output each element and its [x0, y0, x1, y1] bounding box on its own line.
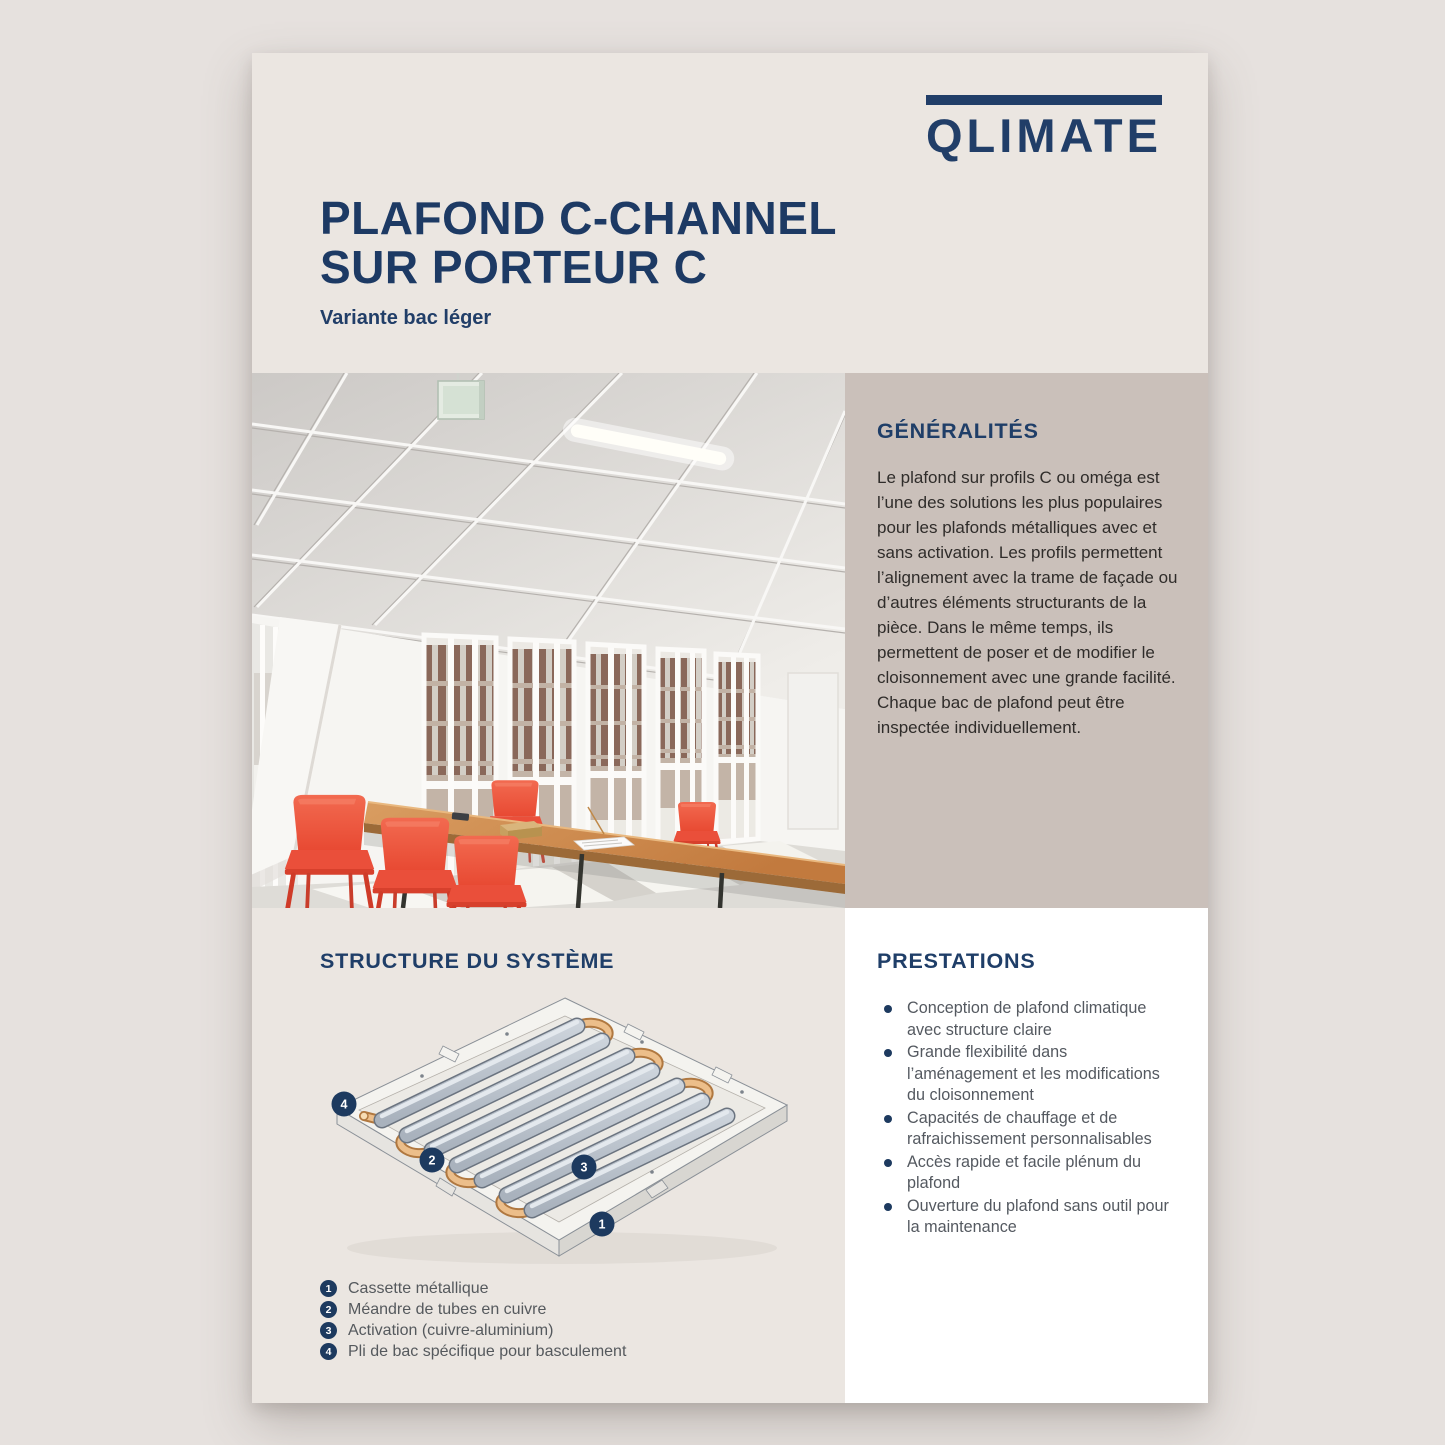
diagram-marker-4 [332, 1092, 357, 1117]
svg-text:4: 4 [340, 1097, 348, 1112]
legend-label: Activation (cuivre-aluminium) [348, 1321, 554, 1339]
prestations-heading: PRESTATIONS [877, 949, 1036, 973]
page-title-line2: SUR PORTEUR C [320, 241, 708, 293]
generalites-body: Le plafond sur profils C ou oméga est l’une des solutions les plus populaires pour les plafonds métalliques avec et sans activation. Les profils permettent l’alignement avec la trame de façade ou d’autres éléments structurants de la pièce. Dans le même temps, ils permettent de poser et de modifier le cloisonnement avec une grande facilité. Chaque bac de plafond peut être inspectée individuellement. [877, 468, 1178, 737]
chair-front-right [447, 836, 527, 908]
diagram-marker-2 [420, 1148, 445, 1173]
page-title-line1: PLAFOND C-CHANNEL [320, 192, 838, 244]
prestations-item: Conception de plafond climatique avec structure claire [881, 998, 1173, 1041]
svg-text:2: 2 [428, 1153, 436, 1168]
legend-label: Cassette métallique [348, 1279, 489, 1297]
office-photo-illustration [252, 373, 845, 908]
generalites-panel [845, 373, 1208, 908]
prestations-item: Capacités de chauffage et de rafraichissement personnalisables [881, 1108, 1173, 1151]
legend-label: Pli de bac spécifique pour basculement [348, 1342, 627, 1360]
prestations-panel [845, 908, 1208, 1403]
page-subtitle: Variante bac léger [320, 307, 492, 329]
logo-bar [926, 95, 1162, 105]
svg-text:1: 1 [598, 1217, 606, 1232]
legend-item [320, 1299, 626, 1320]
legend-label: Méandre de tubes en cuivre [348, 1300, 547, 1318]
diagram-marker-1 [590, 1212, 615, 1237]
legend-item [320, 1320, 626, 1341]
brochure-card [252, 53, 1208, 1403]
svg-text:3: 3 [580, 1160, 588, 1175]
prestations-list [881, 998, 1173, 1239]
structure-section [252, 908, 845, 1403]
legend-item [320, 1341, 626, 1362]
structure-heading: STRUCTURE DU SYSTÈME [320, 949, 615, 973]
legend-item [320, 1278, 626, 1299]
qlimate-logo [926, 95, 1162, 162]
prestations-item: Grande flexibilité dans l’aménagement et les modifications du cloisonnement [881, 1042, 1173, 1107]
header-section [252, 53, 1208, 373]
legend-number: 3 [320, 1322, 337, 1339]
office-photo [252, 373, 845, 908]
legend-number: 1 [320, 1280, 337, 1297]
prestations-item: Ouverture du plafond sans outil pour la maintenance [881, 1196, 1173, 1239]
legend-number: 2 [320, 1301, 337, 1318]
prestations-item: Accès rapide et facile plénum du plafond [881, 1152, 1173, 1195]
diagram-marker-3 [572, 1155, 597, 1180]
legend-number: 4 [320, 1343, 337, 1360]
logo-text: QLIMATE [926, 109, 1162, 162]
page-title [320, 194, 837, 292]
diagram-legend [320, 1278, 626, 1362]
system-diagram [322, 990, 822, 1280]
generalites-heading: GÉNÉRALITÉS [877, 419, 1039, 443]
